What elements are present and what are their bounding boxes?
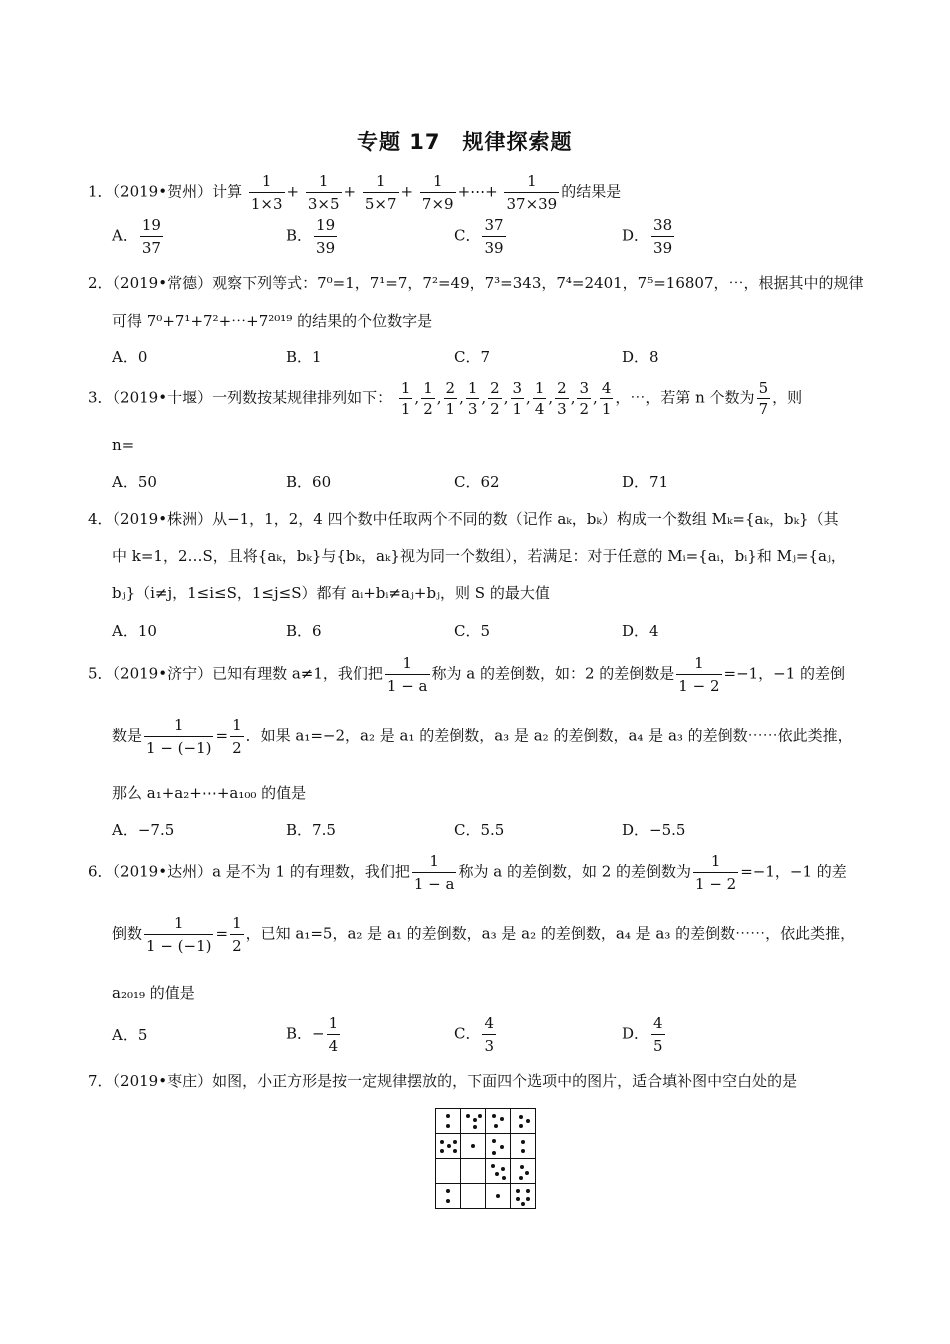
q1-source: （2019•贺州）计算 — [112, 182, 243, 201]
q2-option-d[interactable]: D．8 — [622, 348, 659, 366]
page-title: 专题 17 规律探索题 — [357, 130, 573, 154]
q4-option-a[interactable]: A．10 — [112, 622, 157, 640]
q5-line-3: 那么 a₁+a₂+⋯+a₁₀₀ 的值是 — [112, 784, 307, 802]
q5-line-2: 数是 $\frac{1}{1 - (-1)}$ = $\frac{1}{2}$ ．如果 a₁=−2，a₂ 是 a₁ 的差倒数，a₃ 是 a₂ 的差倒数，a₄ 是 a₃ 的差倒数⋯⋯依此类推， — [112, 716, 853, 757]
q3-option-a[interactable]: A．50 — [112, 473, 157, 491]
q3-source: （2019•十堰）一列数按某规律排列如下： — [112, 388, 393, 407]
q1-tail: 的结果是 — [561, 182, 622, 201]
q4-option-b[interactable]: B．6 — [286, 622, 322, 640]
q4-line-3: bⱼ}（i≠j，1≤i≤S，1≤j≤S）都有 aᵢ+bᵢ≠aⱼ+bⱼ，则 S 的最大值 — [112, 584, 550, 602]
question-1: 1．（2019•贺州）计算 $\frac{1}{1\times 3}$ + $\frac{1}{3\times 5}$ + $\frac{1}{5\times 7}$ + $\frac{1}{7\times 9}$ +⋯+ $\frac{1}{37\times 39}$ 的结果是 — [88, 172, 622, 213]
q7-line-1: （2019•枣庄）如图，小正方形是按一定规律摆放的，下面四个选项中的图片，适合填补图中空白处的是 — [112, 1072, 798, 1090]
q3-term-2: $\frac{1}{2}$ — [423, 379, 433, 418]
q6-frac-def: $\frac{1}{1 - a}$ — [413, 852, 455, 893]
q3-term-4: $\frac{1}{3}$ — [467, 379, 478, 418]
q5-option-d[interactable]: D．−5.5 — [622, 821, 686, 839]
dot-pattern-grid — [435, 1108, 536, 1209]
q5-option-c[interactable]: C．5.5 — [454, 821, 505, 839]
q3-term-10: $\frac{4}{1}$ — [601, 379, 612, 418]
q3-term-7: $\frac{1}{4}$ — [534, 379, 545, 418]
q2-line-1: （2019•常德）观察下列等式：7⁰=1，7¹=7，7²=49，7³=343，7⁴=2401，7⁵=16807，⋯，根据其中的规律 — [112, 274, 864, 292]
q3-mid-text: ，⋯，若第 n 个数为 — [615, 388, 755, 407]
q5-option-b[interactable]: B．7.5 — [286, 821, 336, 839]
question-5: 5．（2019•济宁）已知有理数 a≠1，我们把 $\frac{1}{1 - a}$ 称为 a 的差倒数，如：2 的差倒数是 $\frac{1}{1 - 2}$ =−1，−1 的差倒 — [88, 654, 846, 695]
question-6: 6．（2019•达州）a 是不为 1 的有理数，我们把 $\frac{1}{1 - a}$ 称为 a 的差倒数，如 2 的差倒数为 $\frac{1}{1 - 2}$ =−1，−1 的差 — [88, 852, 847, 893]
q2-option-a[interactable]: A．0 — [112, 348, 148, 366]
grid-cell-blank — [461, 1159, 486, 1184]
q3-term-3: $\frac{2}{1}$ — [445, 379, 456, 418]
q4-line-1: （2019•株洲）从−1，1，2，4 四个数中任取两个不同的数（记作 aₖ，bₖ）构成一个数组 Mₖ={aₖ，bₖ}（其 — [112, 510, 839, 528]
q3-term-6: $\frac{3}{1}$ — [512, 379, 523, 418]
grid-cell — [511, 1109, 536, 1134]
grid-cell — [461, 1109, 486, 1134]
q6-frac-example: $\frac{1}{1 - 2}$ — [695, 852, 737, 893]
q2-option-c[interactable]: C．7 — [454, 348, 491, 366]
question-2: 2．（2019•常德）观察下列等式：7⁰=1，7¹=7，7²=49，7³=343，7⁴=2401，7⁵=16807，⋯，根据其中的规律 — [88, 274, 864, 292]
q4-option-c[interactable]: C．5 — [454, 622, 491, 640]
q1-option-d[interactable]: D． $\frac{38}{39}$ — [622, 216, 673, 257]
q5-frac-half: $\frac{1}{2}$ — [232, 716, 242, 757]
question-7: 7．（2019•枣庄）如图，小正方形是按一定规律摆放的，下面四个选项中的图片，适合填补图中空白处的是 — [88, 1072, 798, 1090]
q6-line-2: 倒数 $\frac{1}{1 - (-1)}$ = $\frac{1}{2}$ ，已知 a₁=5，a₂ 是 a₁ 的差倒数，a₃ 是 a₂ 的差倒数，a₄ 是 a₃ 的差倒数⋯⋯，依此类推， — [112, 914, 856, 955]
q3-term-9: $\frac{3}{2}$ — [579, 379, 590, 418]
q2-option-b[interactable]: B．1 — [286, 348, 322, 366]
q1-frac-5: $\frac{1}{37\times 39}$ — [506, 172, 558, 213]
q3-line-2: n= — [112, 436, 135, 454]
q1-option-a[interactable]: A． $\frac{19}{37}$ — [112, 216, 161, 257]
q6-frac-neg: $\frac{1}{1 - (-1)}$ — [146, 914, 212, 955]
q3-target-frac: $\frac{5}{7}$ — [758, 379, 769, 418]
q3-option-b[interactable]: B．60 — [286, 473, 332, 491]
question-3: 3．（2019•十堰）一列数按某规律排列如下： $\frac{1}{1}$ , $\frac{1}{2}$ , $\frac{2}{1}$ , $\frac{1}{3}$ , $\frac{2}{2}$ , $\frac{3}{1}$ , $\frac{1}{4}$ , $\frac{2}{3}$ , $\frac{3}{2}$ , $\frac{4}{1}$ ，⋯，若第 n 个数为 $\frac{5}{7}$ ，则 — [88, 379, 803, 418]
q5-frac-neg: $\frac{1}{1 - (-1)}$ — [146, 716, 212, 757]
q1-option-c[interactable]: C． $\frac{37}{39}$ — [454, 216, 504, 257]
q3-option-c[interactable]: C．62 — [454, 473, 500, 491]
q3-term-1: $\frac{1}{1}$ — [400, 379, 411, 418]
q1-option-b[interactable]: B． $\frac{19}{39}$ — [286, 216, 336, 257]
q1-frac-3: $\frac{1}{5\times 7}$ — [364, 172, 397, 213]
q6-line-3: a₂₀₁₉ 的值是 — [112, 984, 195, 1002]
q4-line-2: 中 k=1，2…S，且将{aₖ，bₖ}与{bₖ，aₖ}视为同一个数组），若满足：对于任意的 Mᵢ={aᵢ，bᵢ}和 Mⱼ={aⱼ， — [112, 547, 846, 565]
question-4: 4．（2019•株洲）从−1，1，2，4 四个数中任取两个不同的数（记作 aₖ，bₖ）构成一个数组 Mₖ={aₖ，bₖ}（其 — [88, 510, 839, 528]
q3-option-d[interactable]: D．71 — [622, 473, 669, 491]
q5-option-a[interactable]: A．−7.5 — [112, 821, 175, 839]
grid-cell — [486, 1109, 511, 1134]
grid-cell — [461, 1134, 486, 1159]
q6-option-c[interactable]: C． $\frac{4}{3}$ — [454, 1014, 495, 1055]
grid-cell-blank — [461, 1184, 486, 1209]
grid-cell — [511, 1184, 536, 1209]
q1-frac-1: $\frac{1}{1\times 3}$ — [250, 172, 283, 213]
q2-line-2: 可得 7⁰+7¹+7²+⋯+7²⁰¹⁹ 的结果的个位数字是 — [112, 312, 433, 330]
grid-cell-blank — [436, 1159, 461, 1184]
grid-cell — [436, 1109, 461, 1134]
q1-frac-4: $\frac{1}{7\times 9}$ — [421, 172, 454, 213]
q6-frac-half: $\frac{1}{2}$ — [232, 914, 242, 955]
grid-cell — [511, 1159, 536, 1184]
grid-cell — [511, 1134, 536, 1159]
grid-cell — [486, 1184, 511, 1209]
q3-term-8: $\frac{2}{3}$ — [557, 379, 567, 418]
q3-term-5: $\frac{2}{2}$ — [490, 379, 500, 418]
q4-option-d[interactable]: D．4 — [622, 622, 659, 640]
q6-option-b[interactable]: B．− $\frac{1}{4}$ — [286, 1014, 339, 1055]
grid-cell — [486, 1159, 511, 1184]
grid-cell — [436, 1184, 461, 1209]
q1-number: 1． — [88, 182, 113, 201]
q1-frac-2: $\frac{1}{3\times 5}$ — [307, 172, 340, 213]
q6-option-d[interactable]: D． $\frac{4}{5}$ — [622, 1014, 663, 1055]
q5-frac-example: $\frac{1}{1 - 2}$ — [678, 654, 720, 695]
q6-option-a[interactable]: A．5 — [112, 1026, 148, 1044]
grid-cell — [436, 1134, 461, 1159]
q5-frac-def: $\frac{1}{1 - a}$ — [386, 654, 428, 695]
grid-cell — [486, 1134, 511, 1159]
